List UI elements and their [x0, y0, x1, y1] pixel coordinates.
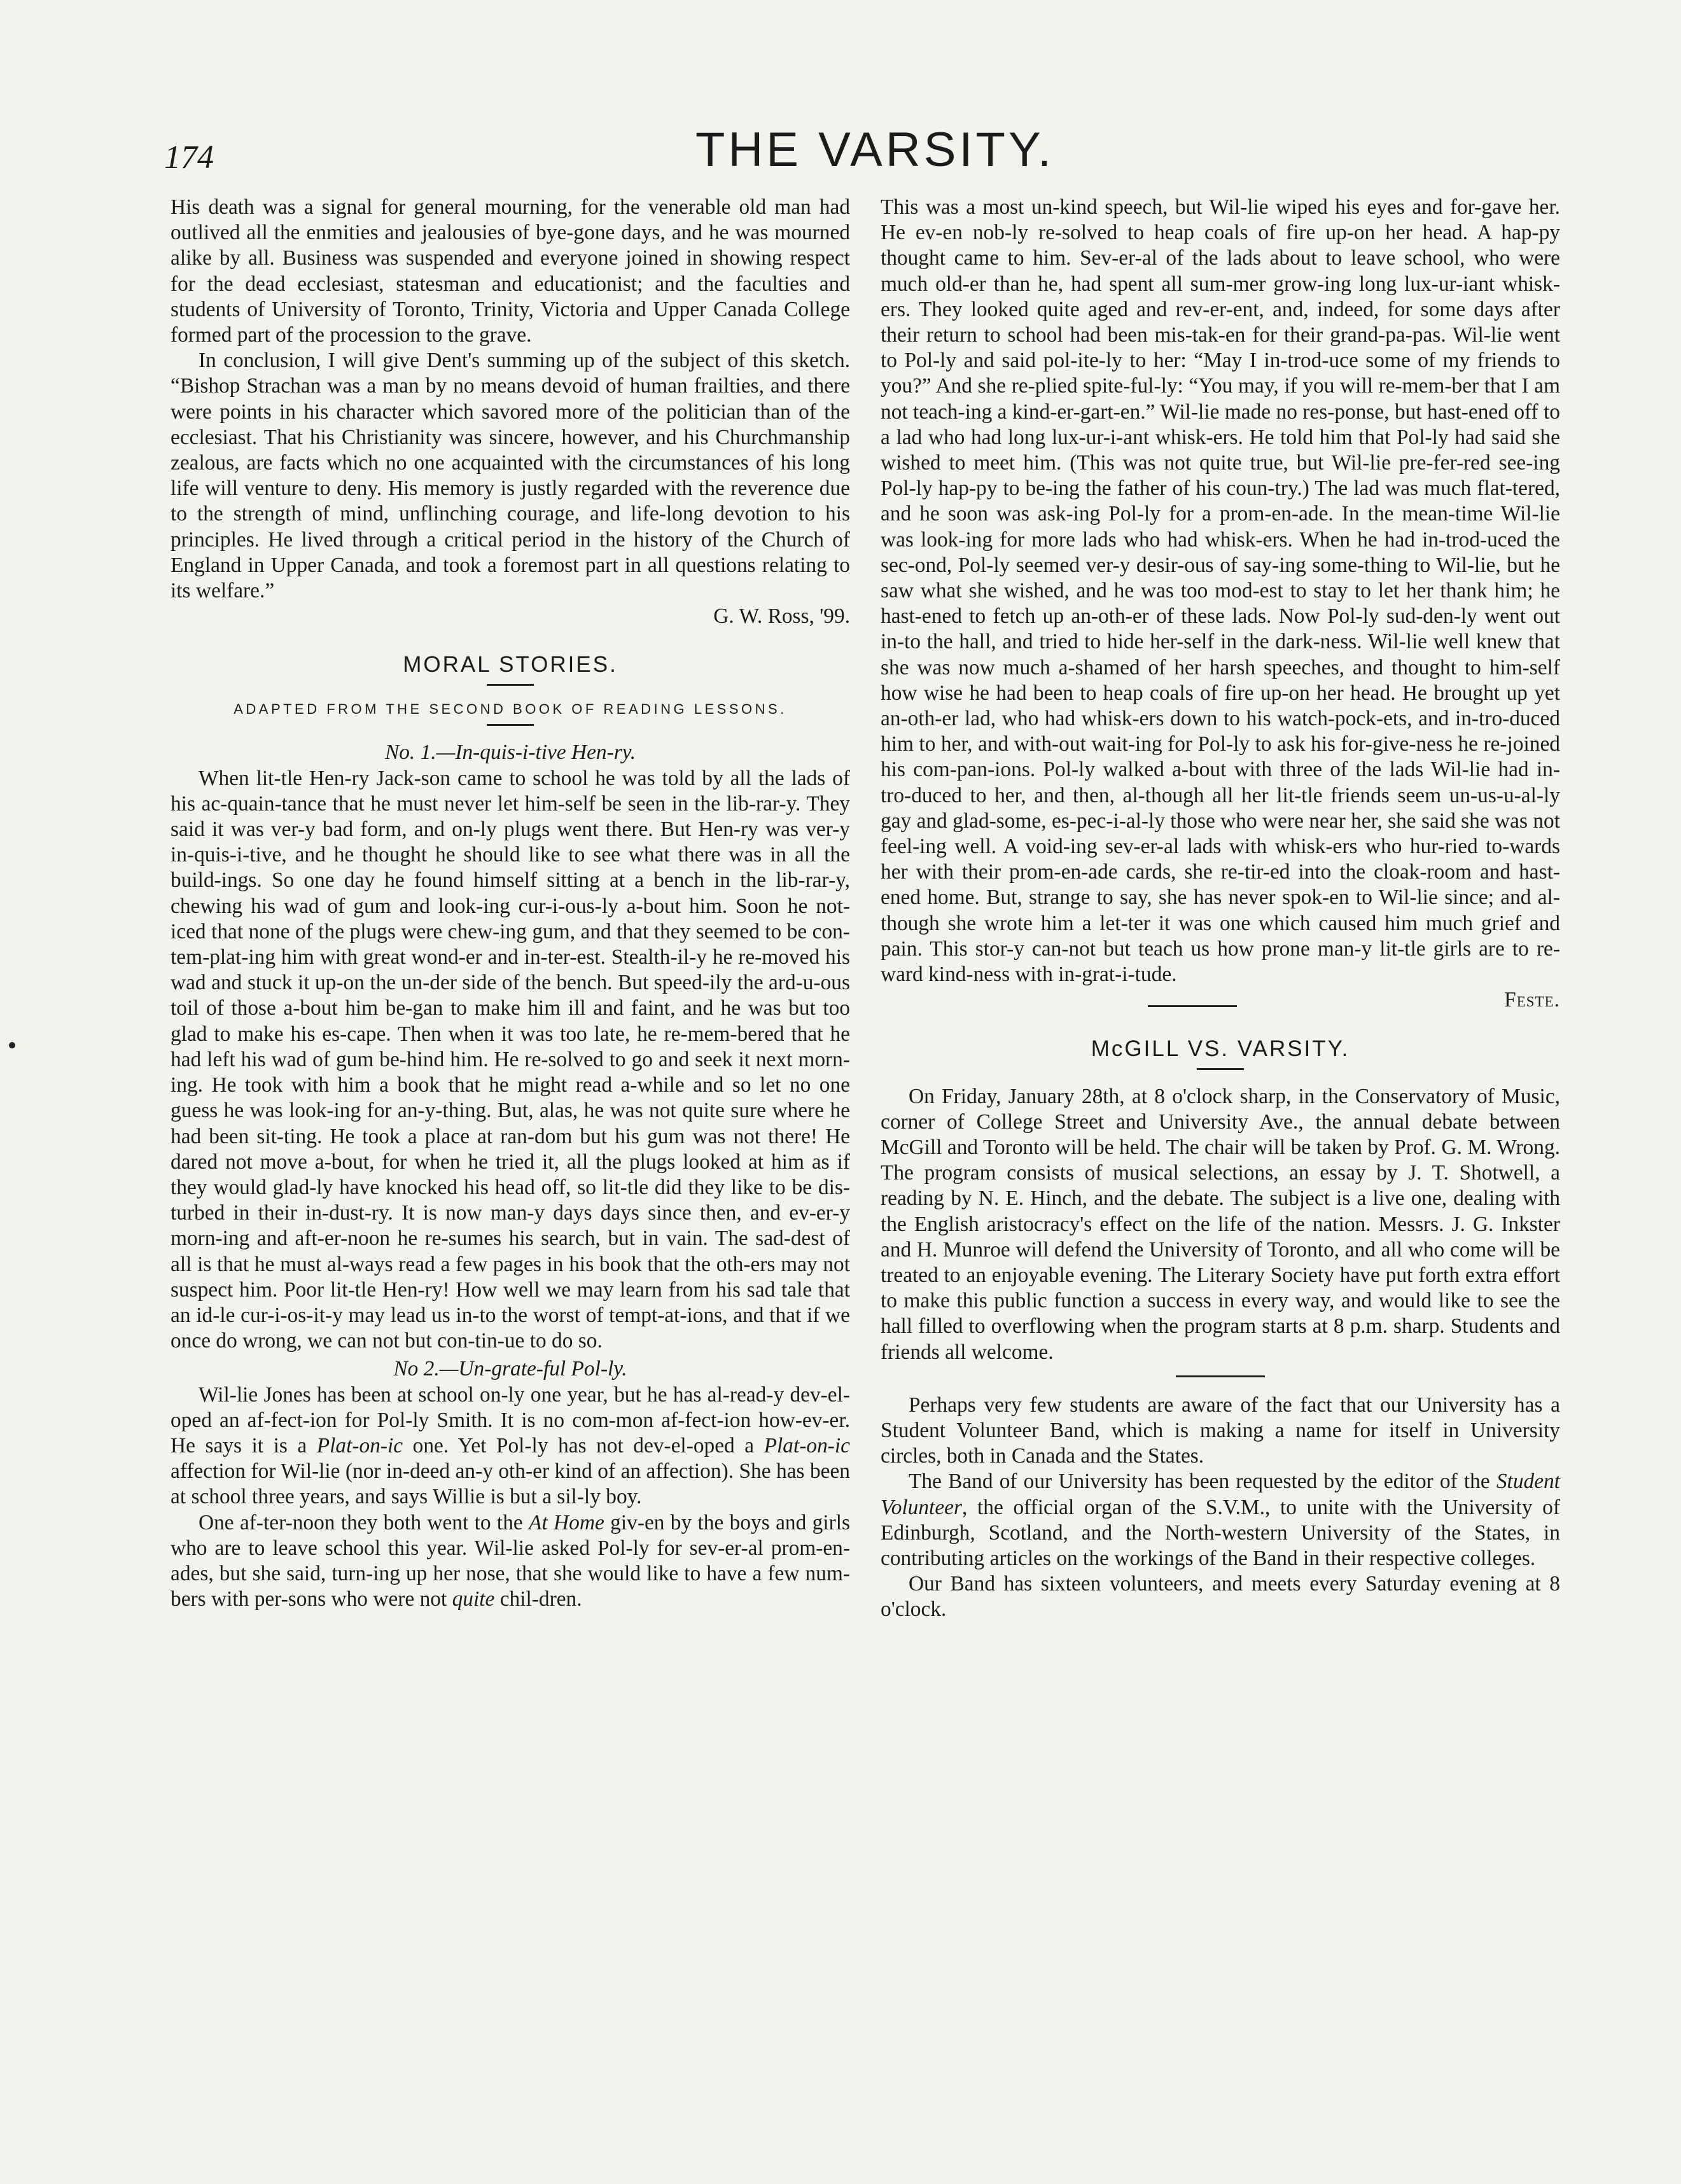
moral-stories-subtitle: ADAPTED FROM THE SECOND BOOK OF READING LESSONS.: [234, 701, 787, 718]
band-paragraph-1: Perhaps very few students are aware of the fact that our University has a Student Volunteer Band, which is making a name for itself in University circles, both in Canada and the States.: [881, 1393, 1560, 1468]
story-signoff: [881, 987, 1560, 1013]
margin-mark: [9, 1042, 15, 1048]
text-run: The Band of our University has been requested by the editor of the: [909, 1470, 1496, 1494]
right-column: [881, 195, 1560, 1623]
band-paragraph-2: [881, 1469, 1560, 1571]
italic-run: quite: [452, 1587, 495, 1611]
strachan-paragraph-1: His death was a signal for general mourning, for the venerable old man had outlived all the enmities and jealousies of bye-gone days, and he was mourned alike by all. Business was suspended and everyone joined in showing respect for the dead ecclesiast, statesman and educationist; and the faculties and students of University of Toronto, Trinity, Victoria and Upper Canada College formed part of the procession to the grave.: [171, 195, 850, 347]
section-divider: [1176, 1375, 1265, 1377]
mcgill-rule: [1197, 1068, 1244, 1070]
text-run: , the official organ of the S.V.M., to unite with the University of Edinburgh, Scotland, and the North-western University of the States, in contributing articles on the workings of the Band in their respective colleges.: [881, 1495, 1560, 1570]
page-number: 174: [164, 139, 214, 176]
text-run: chil-dren.: [494, 1587, 582, 1611]
italic-run: Plat-on-ic: [316, 1433, 403, 1457]
text-run: Wil-lie Jones has been at school on-ly one year, but he has al-read-y dev-el-oped an af-fect-ion for Pol-ly Smith. It is no com-mon af-fect-ion how-ev-er. He says it is a: [171, 1382, 850, 1457]
story-2-paragraph-2: [171, 1510, 850, 1613]
subtitle-rule: [487, 724, 534, 726]
text-run: giv-en by the boys and girls who are to leave school this year. Wil-lie asked Pol-ly for sev-er-al prom-en-ades, but she said, turn-ing up her nose, that she would like to have a few num-bers with per-sons who were not: [171, 1510, 850, 1611]
italic-run: Student Volunteer: [881, 1470, 1560, 1519]
strachan-paragraph-2: In conclusion, I will give Dent's summing up of the subject of this sketch. “Bishop Strachan was a man by no means devoid of human frailties, and there were points in his character which savored more of the politician than of the ecclesiast. That his Christianity was sincere, however, and his Churchmanship zealous, are facts which no one acquainted with the circumstances of his long life will venture to deny. His memory is justly regarded with the reverence due to the strength of mind, unflinching courage, and life-long devotion to his principles. He lived through a critical period in the history of the Church of England in Upper Canada, and took a foremost part in all questions relating to its welfare.”: [171, 349, 850, 603]
left-column: [171, 195, 850, 1612]
signoff-rule: [1148, 1005, 1237, 1007]
story-1-text: When lit-tle Hen-ry Jack-son came to school he was told by all the lads of his ac-quain-tance that he must never let him-self be seen in the lib-rar-y. They said it was ver-y bad form, and on-ly plugs went there. But Hen-ry was ver-y in-quis-i-tive, and he thought he should like to see what there was in all the build-ings. So one day he found himself sitting at a bench in the lib-rar-y, chewing his wad of gum and look-ing cur-i-ous-ly a-bout him. Soon he not-iced that none of the plugs were chew-ing gum, and that they seemed to be con-tem-plat-ing him with great wond-er and in-ter-est. Stealth-il-y he re-moved his wad and stuck it up-on the un-der side of the bench. But speed-ily the ard-u-ous toil of those a-bout him be-gan to make him ill and faint, and he was but too glad to make his es-cape. Then when it was too late, he re-mem-bered that he had left his wad of gum be-hind him. He re-solved to go and seek it next morn-ing. He took with him a book that he might read a-while and so let no one guess he was look-ing for an-y-thing. But, alas, he was not quite sure where he had been sit-ting. He took a place at ran-dom but his gum was not there! He dared not move a-bout, for when he tried it, all the plugs looked at him as if they would glad-ly have knocked his head off, so lit-tle did they like to be dis-turbed in their in-dust-ry. It is now man-y days days since then, and ev-er-y morn-ing and aft-er-noon he re-sumes his search, but in vain. The sad-dest of all is that he must al-ways read a few pages in his book that the oth-ers may not suspect him. Poor lit-tle Hen-ry! How well we may learn from his sad tale that an id-le cur-i-os-it-y may lead us in-to the worst of tempt-at-ions, and that if we once do wrong, we can not but con-tin-ue to do so.: [171, 766, 850, 1353]
text-run: affection for Wil-lie (nor in-deed an-y oth-er kind of an affection). She has been at school three years, and says Willie is but a sil-ly boy.: [171, 1459, 850, 1509]
mcgill-heading: McGILL VS. VARSITY.: [1091, 1036, 1350, 1061]
story-2-continuation: This was a most un-kind speech, but Wil-lie wiped his eyes and for-gave her. He ev-en nob-ly re-solved to heap coals of fire up-on her head. A hap-py thought came to him. Sev-er-al of the lads about to leave school, who were much old-er than he, had spent all sum-mer grow-ing long lux-ur-iant whisk-ers. They looked quite aged and rev-er-ent, and, indeed, for some days after their return to school had been mis-tak-en for their grand-pa-pas. Wil-lie went to Pol-ly and said pol-ite-ly to her: “May I in-trod-uce some of my friends to you?” And she re-plied spite-ful-ly: “You may, if you will re-mem-ber that I am not teach-ing a kind-er-gart-en.” Wil-lie made no res-ponse, but hast-ened off to a lad who had long lux-ur-i-ant whisk-ers. He told him that Pol-ly had said she wished to meet him. (This was not quite true, but Wil-lie pre-fer-red see-ing Pol-ly hap-py to be-ing the father of his coun-try.) The lad was much flat-tered, and he soon was ask-ing Pol-ly for a prom-en-ade. In the mean-time Wil-lie was look-ing for more lads who had whisk-ers. When he had in-trod-uced the sec-ond, Pol-ly seemed ver-y desir-ous of say-ing some-thing to Wil-lie, but he saw what she wished, and he was too mod-est to stay to let her thank him; he hast-ened to fetch up an-oth-er of these lads. Now Pol-ly sud-den-ly went out in-to the hall, and tried to hide her-self in the dark-ness. Wil-lie well knew that she was now much a-shamed of her harsh speeches, and thought to him-self how wise he had been to heap coals of fire up-on her head. He brought up yet an-oth-er lad, who had whisk-ers down to his watch-pock-ets, and in-tro-duced him to her, and with-out wait-ing for Pol-ly to ask his for-give-ness he re-joined his com-pan-ions. Pol-ly walked a-bout with three of the lads Wil-lie had in-tro-duced to her, and then, al-though all her lit-tle friends seem un-us-u-al-ly gay and glad-some, es-pec-i-al-ly those who were near her, she said she was not feel-ing well. A void-ing sev-er-al lads with whisk-ers who hur-ried to-wards her with their prom-en-ade cards, she re-tir-ed into the cloak-room and hast-ened home. But, strange to say, she has never spok-en to Wil-lie since; and al-though she wrote him a let-ter it was one which caused him much grief and pain. This stor-y can-not but teach us how prone man-y lit-tle girls are to re-ward kind-ness with in-grat-i-tude.: [881, 195, 1560, 987]
mcgill-paragraph: On Friday, January 28th, at 8 o'clock sharp, in the Conservatory of Music, corner of College Street and University Ave., the annual debate between McGill and Toronto will be held. The chair will be taken by Prof. G. M. Wrong. The program consists of musical selections, an essay by J. T. Shotwell, a reading by N. E. Hinch, and the debate. The subject is a live one, dealing with the English aristocracy's effect on the life of the nation. Messrs. J. G. Inkster and H. Munroe will defend the University of Toronto, and all who come will be treated to an enjoyable evening. The Literary Society have put forth extra effort to make this public function a success in every way, and would like to see the hall filled to overflowing when the program starts at 8 p.m. sharp. Students and friends all welcome.: [881, 1084, 1560, 1364]
italic-run: Plat-on-ic: [764, 1433, 850, 1457]
strachan-signature: G. W. Ross, '99.: [713, 604, 850, 629]
masthead-title: THE VARSITY.: [695, 123, 1054, 177]
feste-signature: Feste.: [1504, 988, 1560, 1012]
story-2-title: No 2.—Un-grate-ful Pol-ly.: [393, 1357, 627, 1381]
text-run: One af-ter-noon they both went to the: [199, 1510, 529, 1534]
moral-stories-heading: MORAL STORIES.: [403, 652, 618, 678]
band-paragraph-3: Our Band has sixteen volunteers, and meets every Saturday evening at 8 o'clock.: [881, 1572, 1560, 1622]
heading-rule: [487, 684, 534, 686]
story-2-paragraph-1: [171, 1382, 850, 1510]
story-1-title: No. 1.—In-quis-i-tive Hen-ry.: [384, 741, 636, 765]
text-run: one. Yet Pol-ly has not dev-el-oped a: [403, 1433, 764, 1457]
italic-run: At Home: [529, 1510, 604, 1534]
